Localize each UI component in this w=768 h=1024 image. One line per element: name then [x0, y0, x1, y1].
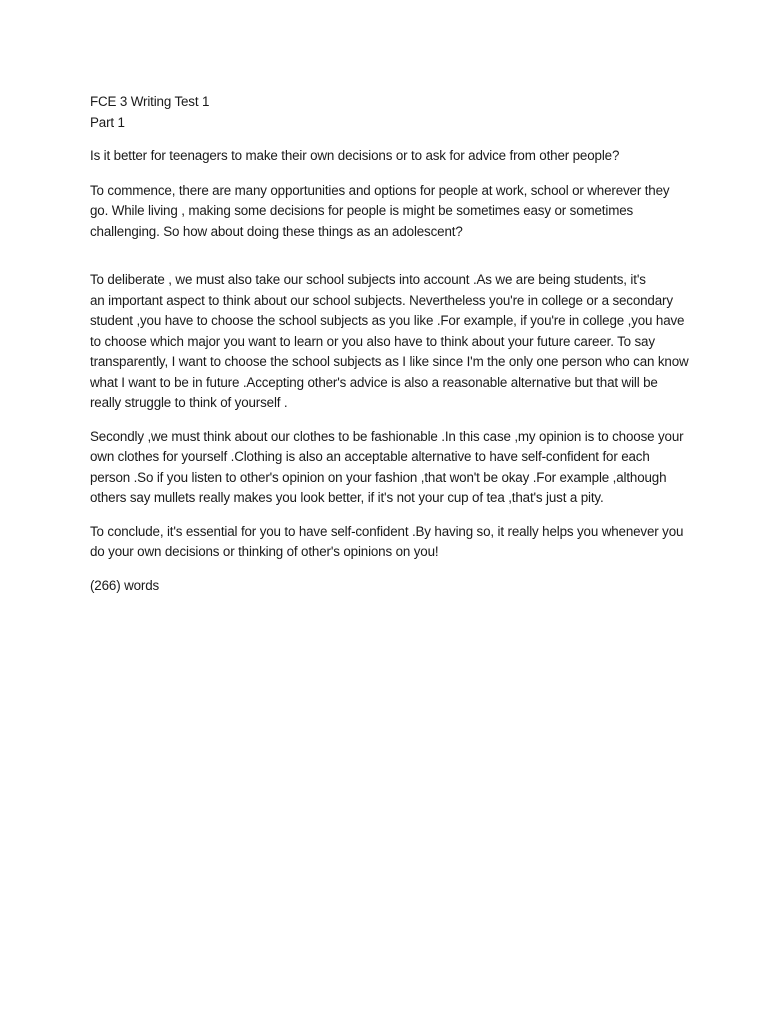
word-count-text: (266) words: [90, 577, 160, 593]
paragraph-line: Secondly ,we must think about our clothes to be fashionable .In this case ,my opinion is to choose your: [90, 428, 684, 444]
paragraph-line: student ,you have to choose the school subjects as you like .For example, if you're in college ,you have: [90, 313, 685, 328]
paragraph-introduction: [90, 181, 680, 243]
question-text: Is it better for teenagers to make their own decisions or to ask for advice from other people?: [90, 148, 620, 163]
paragraph-line: do your own decisions or thinking of other's opinions on you!: [90, 544, 439, 559]
paragraph-line: transparently, I want to choose the school subjects as I like since I'm the only one person who can know: [90, 354, 689, 369]
paragraph-line: others say mullets really makes you look better, if it's not your cup of tea ,that's just a pity.: [90, 490, 604, 505]
paragraph-line: what I want to be in future .Accepting other's advice is also a reasonable alternative but that will be: [90, 374, 658, 390]
paragraph-line: to choose which major you want to learn or you also have to think about your future career. To say: [90, 333, 655, 349]
paragraph-line: own clothes for yourself .Clothing is also an acceptable alternative to have self-confident for each: [90, 449, 650, 464]
paragraph-line: challenging. So how about doing these things as an adolescent?: [90, 223, 463, 239]
paragraph-conclusion: [90, 522, 684, 563]
document-title: FCE 3 Writing Test 1: [90, 94, 210, 109]
paragraph-line: person .So if you listen to other's opinion on your fashion ,that won't be okay .For example ,although: [90, 469, 667, 485]
paragraph-line: To commence, there are many opportunities and options for people at work, school or wherever they: [90, 182, 670, 198]
paragraph-clothes: [90, 427, 684, 509]
paragraph-line: go. While living , making some decisions for people is might be sometimes easy or sometimes: [90, 203, 634, 218]
essay-question: [90, 146, 680, 167]
part-label: Part 1: [90, 114, 125, 130]
paragraph-line: To deliberate , we must also take our school subjects into account .As we are being students, it's: [90, 272, 646, 287]
paragraph-line: To conclude, it's essential for you to have self-confident .By having so, it really helps you whenever you: [90, 523, 684, 539]
paragraph-line: an important aspect to think about our school subjects. Nevertheless you're in college or a secondary: [90, 292, 673, 308]
paragraph-school-subjects: [90, 270, 689, 414]
title-block: [90, 92, 680, 133]
word-count: [90, 576, 680, 597]
paragraph-line: really struggle to think of yourself .: [90, 395, 288, 410]
document-page: [90, 92, 689, 596]
